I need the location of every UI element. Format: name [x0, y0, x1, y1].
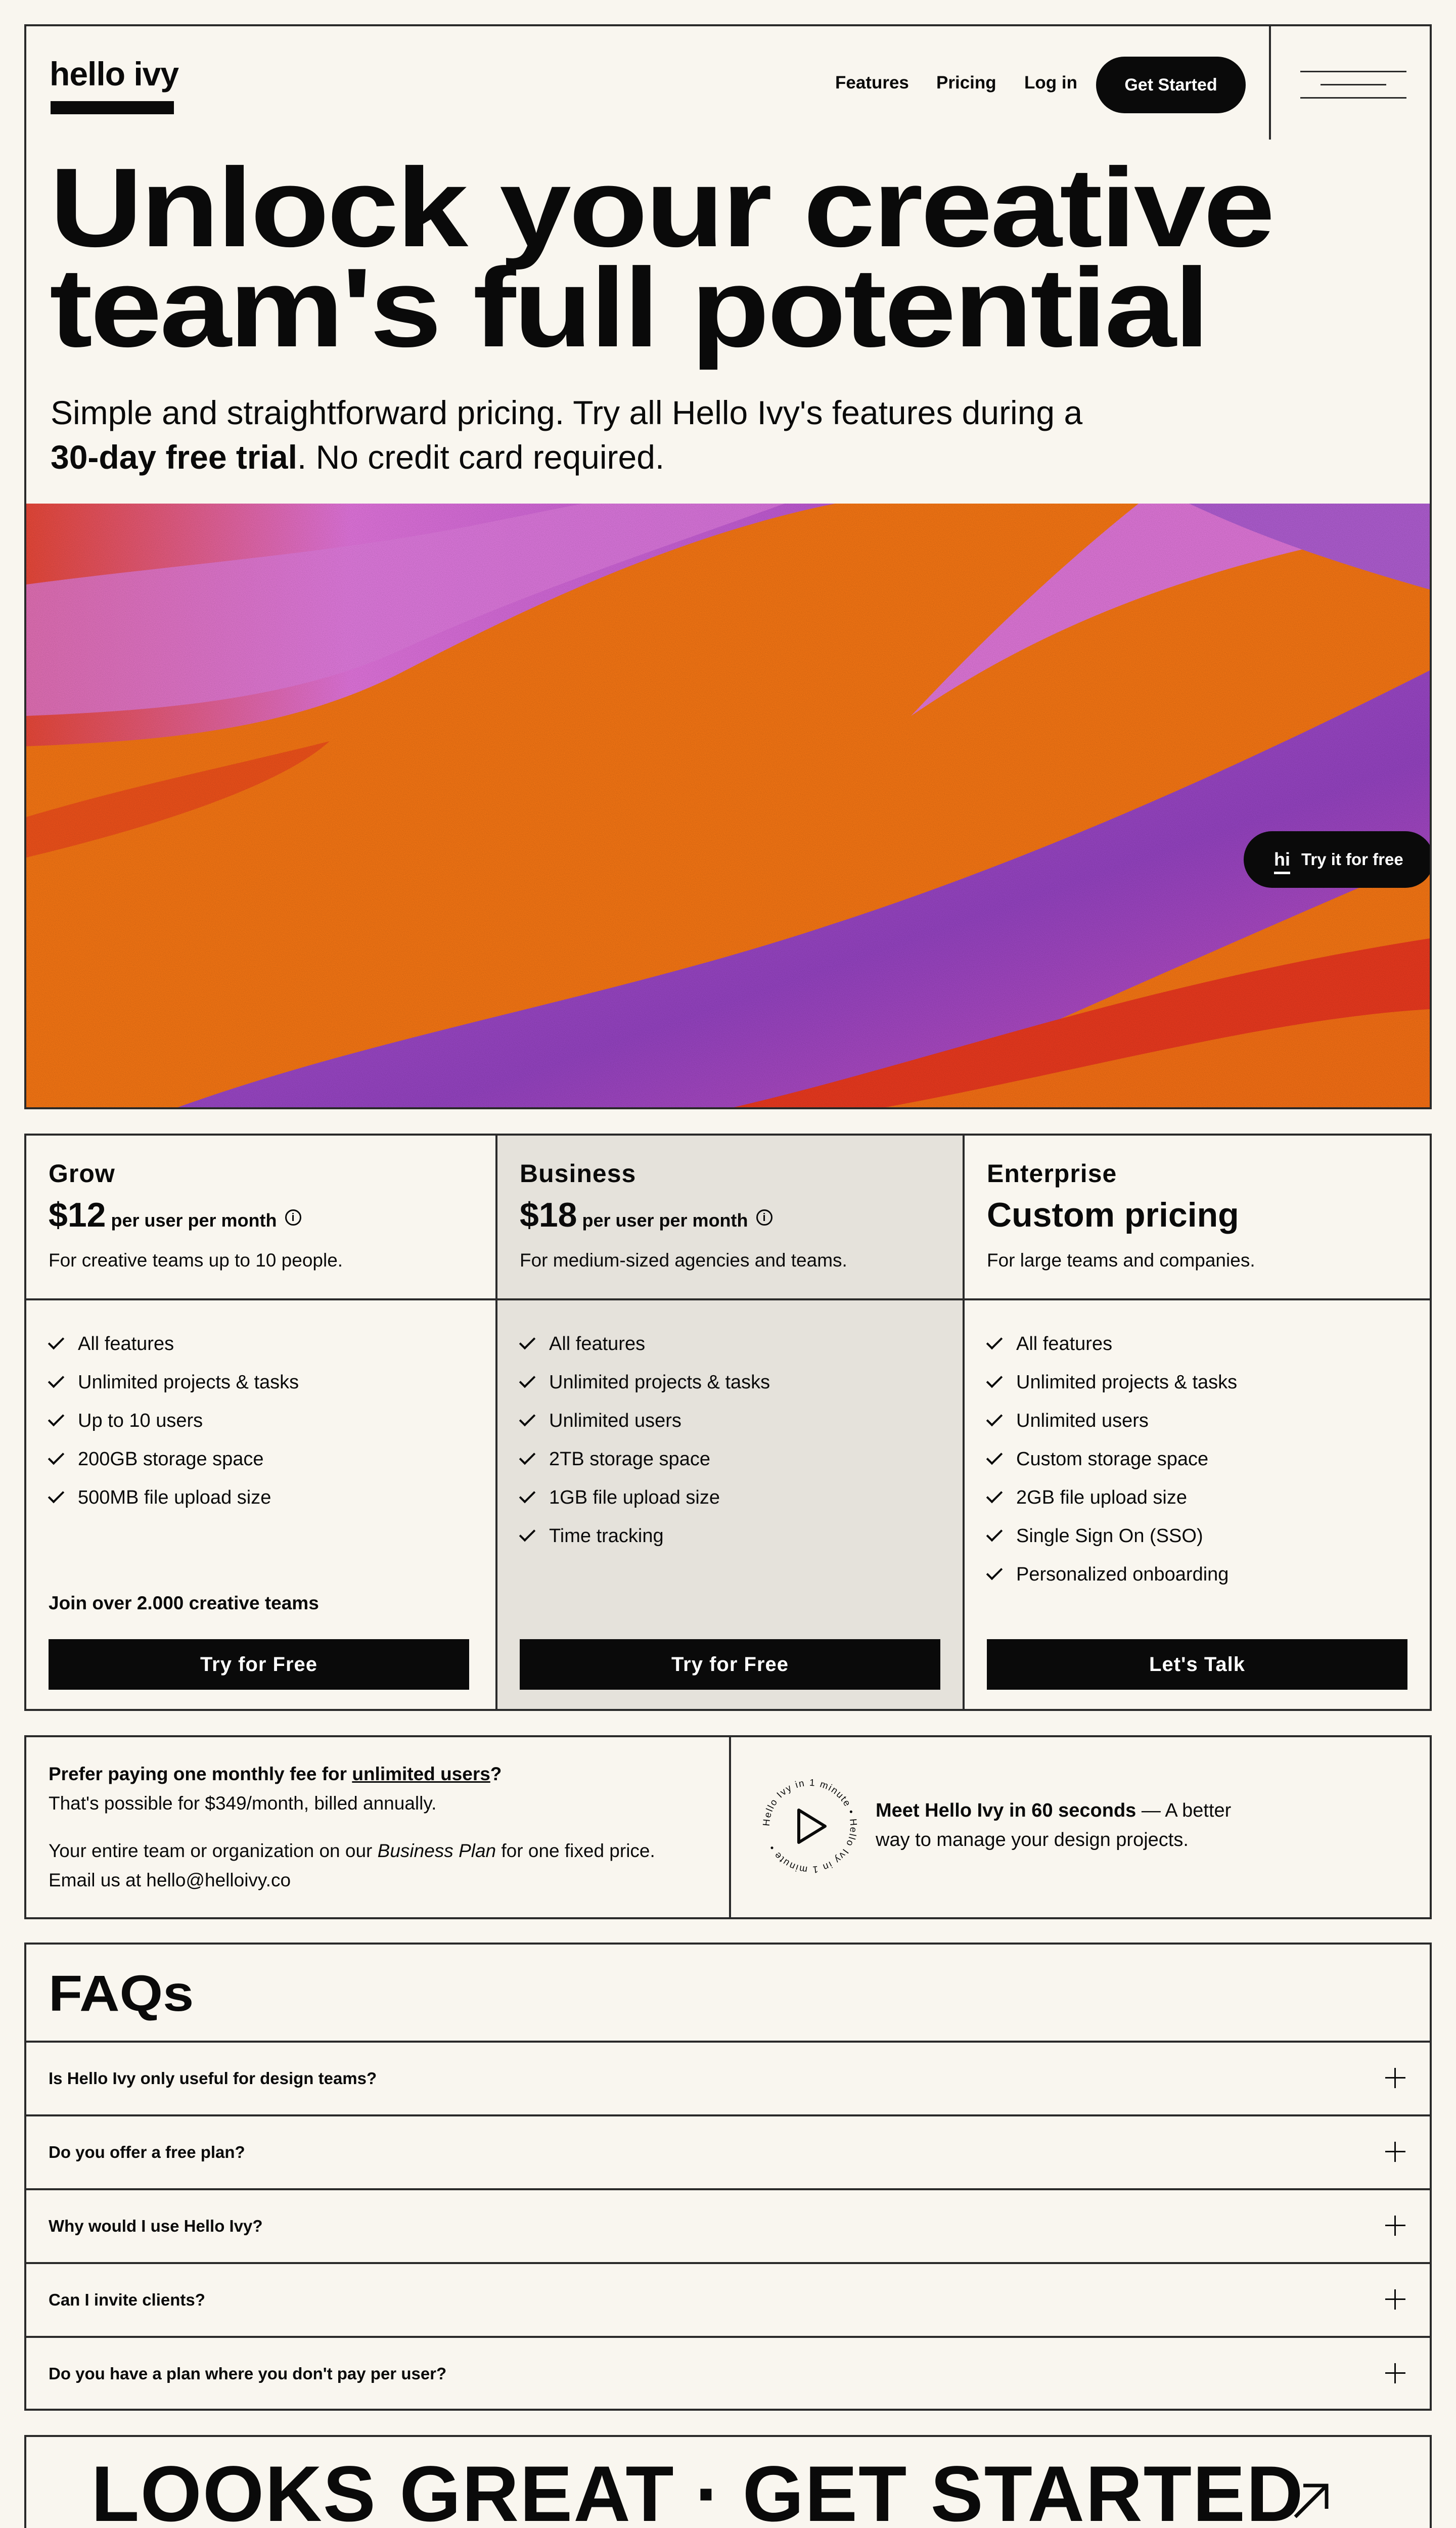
feature-list [49, 1325, 299, 1517]
offer-question-mark: ? [490, 1764, 502, 1784]
feature-text: 2TB storage space [549, 1448, 710, 1470]
faq-item[interactable] [26, 2262, 1430, 2336]
check-icon [48, 1449, 65, 1465]
hero-artwork [24, 504, 1432, 1109]
feature-text: 200GB storage space [78, 1448, 264, 1470]
faq-question: Why would I use Hello Ivy? [49, 2217, 263, 2235]
faq-item[interactable] [26, 2114, 1430, 2188]
feature-item [987, 1517, 1237, 1555]
feature-item [520, 1402, 770, 1440]
site-header [24, 24, 1432, 142]
plan-price [49, 1195, 301, 1235]
feature-list [987, 1325, 1237, 1594]
feature-text: Single Sign On (SSO) [1016, 1525, 1203, 1547]
feature-text: All features [78, 1333, 174, 1355]
plan-divider [497, 1298, 963, 1300]
feature-item [49, 1478, 299, 1517]
plus-icon[interactable] [1385, 2142, 1405, 2162]
check-icon [48, 1372, 65, 1388]
faq-question: Do you offer a free plan? [49, 2143, 245, 2161]
social-proof-note: Join over 2.000 creative teams [49, 1593, 319, 1613]
feature-text: 1GB file upload size [549, 1486, 720, 1508]
plan-card-business [495, 1136, 965, 1709]
plan-card-enterprise [965, 1136, 1430, 1709]
feature-item [987, 1440, 1237, 1478]
check-icon [986, 1372, 1003, 1388]
offer-description [49, 1836, 706, 1895]
feature-item [987, 1478, 1237, 1517]
faq-item[interactable] [26, 2041, 1430, 2114]
business-plan-label: Business Plan [377, 1840, 496, 1861]
info-divider [729, 1737, 731, 1917]
offer-price-line: That's possible for $349/month, billed annually. [49, 1793, 437, 1814]
check-icon [986, 1525, 1003, 1542]
price-value: $18 [520, 1196, 577, 1234]
nav-features[interactable]: Features [835, 73, 909, 93]
price-value: Custom pricing [987, 1196, 1239, 1234]
hero-section [24, 140, 1432, 506]
nav-login[interactable]: Log in [1024, 73, 1077, 93]
video-description [876, 1796, 1260, 1855]
feature-item [520, 1363, 770, 1402]
try-free-pill-button[interactable] [1244, 831, 1432, 888]
hero-title-line-1: Unlock your creative [50, 145, 1273, 270]
feature-list [520, 1325, 770, 1555]
plus-icon[interactable] [1385, 2289, 1405, 2310]
plan-description: For medium-sized agencies and teams. [520, 1250, 847, 1271]
pricing-section [24, 1134, 1432, 1711]
plan-description: For creative teams up to 10 people. [49, 1250, 343, 1271]
faq-title: FAQs [49, 1965, 194, 2022]
logo-underline [51, 101, 174, 114]
plan-description: For large teams and companies. [987, 1250, 1255, 1271]
feature-text: Unlimited projects & tasks [549, 1371, 770, 1393]
get-started-banner-link[interactable] [26, 2449, 1430, 2528]
feature-item [987, 1402, 1237, 1440]
check-icon [519, 1525, 536, 1542]
svg-text:Hello Ivy in 1 minute • Hello [761, 1778, 859, 1875]
feature-text: All features [549, 1333, 646, 1355]
badge-circular-text: Hello Ivy in 1 minute • Hello Ivy in 1 minute • [761, 1777, 859, 1875]
try-free-button-grow[interactable]: Try for Free [49, 1639, 469, 1690]
check-icon [986, 1564, 1003, 1581]
faq-question: Is Hello Ivy only useful for design teams? [49, 2069, 377, 2088]
plan-name: Enterprise [987, 1159, 1117, 1188]
cta-separator: · [695, 2450, 722, 2528]
price-period: per user per month [582, 1210, 748, 1231]
feature-text: Unlimited users [1016, 1410, 1149, 1431]
hero-sub-text: Simple and straightforward pricing. Try all Hello Ivy's features during a [51, 394, 1083, 431]
plan-divider [965, 1298, 1430, 1300]
lets-talk-button[interactable]: Let's Talk [987, 1639, 1407, 1690]
check-icon [48, 1333, 65, 1350]
unlimited-users-offer [49, 1759, 706, 1895]
plan-name: Business [520, 1159, 636, 1188]
cta-left-text: LOOKS GREAT [91, 2450, 675, 2528]
feature-text: Personalized onboarding [1016, 1563, 1229, 1585]
hero-sub-bold: 30-day free trial [51, 438, 297, 476]
faq-item[interactable] [26, 2188, 1430, 2262]
feature-item [49, 1325, 299, 1363]
cta-footer-section [24, 2435, 1432, 2528]
video-title: Meet Hello Ivy in 60 seconds [876, 1800, 1136, 1821]
check-icon [519, 1333, 536, 1350]
feature-text: Time tracking [549, 1525, 664, 1547]
header-divider [1269, 26, 1271, 140]
plan-name: Grow [49, 1159, 115, 1188]
hi-logo-icon: hi [1274, 849, 1290, 870]
plus-icon[interactable] [1385, 2068, 1405, 2088]
info-strip [24, 1735, 1432, 1919]
check-icon [48, 1410, 65, 1427]
arrow-up-right-icon[interactable] [1288, 2477, 1335, 2524]
feature-text: All features [1016, 1333, 1113, 1355]
offer-question-text: Prefer paying one monthly fee for [49, 1764, 352, 1784]
feature-text: 2GB file upload size [1016, 1486, 1187, 1508]
feature-item [49, 1440, 299, 1478]
menu-icon[interactable] [1300, 67, 1412, 107]
play-icon[interactable] [799, 1810, 825, 1842]
faq-question: Do you have a plan where you don't pay per user? [49, 2364, 447, 2383]
feature-text: 500MB file upload size [78, 1486, 271, 1508]
check-icon [519, 1372, 536, 1388]
get-started-button[interactable]: Get Started [1096, 57, 1246, 113]
check-icon [519, 1449, 536, 1465]
feature-text: Unlimited projects & tasks [1016, 1371, 1238, 1393]
check-icon [986, 1449, 1003, 1465]
play-video-badge[interactable] [754, 1771, 866, 1882]
abstract-paint-image [26, 504, 1430, 1107]
hero-subtitle [51, 390, 1112, 479]
offer-desc-tail: for one fixed price. Email us at hello@helloivy.co [49, 1840, 655, 1890]
feature-text: Custom storage space [1016, 1448, 1209, 1470]
plan-divider [26, 1298, 495, 1300]
feature-item [49, 1363, 299, 1402]
nav-pricing[interactable]: Pricing [936, 73, 996, 93]
hero-title [50, 145, 1273, 371]
info-icon[interactable]: i [756, 1209, 772, 1226]
feature-text: Unlimited users [549, 1410, 681, 1431]
plan-price [987, 1195, 1239, 1235]
feature-item [49, 1402, 299, 1440]
feature-text: Unlimited projects & tasks [78, 1371, 299, 1393]
plus-icon[interactable] [1385, 2216, 1405, 2236]
price-value: $12 [49, 1196, 106, 1234]
check-icon [519, 1410, 536, 1427]
cta-right-text: GET STARTED [742, 2450, 1304, 2528]
check-icon [986, 1487, 1003, 1504]
feature-text: Up to 10 users [78, 1410, 203, 1431]
check-icon [986, 1333, 1003, 1350]
plan-card-grow [26, 1136, 495, 1709]
feature-item [520, 1440, 770, 1478]
try-free-button-business[interactable]: Try for Free [520, 1639, 940, 1690]
unlimited-users-link[interactable]: unlimited users [352, 1764, 490, 1784]
check-icon [986, 1410, 1003, 1427]
plus-icon[interactable] [1385, 2363, 1405, 2383]
faq-item[interactable] [26, 2336, 1430, 2410]
feature-item [987, 1363, 1237, 1402]
logo[interactable]: hello ivy [50, 55, 179, 93]
offer-desc-text: Your entire team or organization on our [49, 1840, 378, 1861]
feature-item [987, 1555, 1237, 1594]
feature-item [520, 1478, 770, 1517]
check-icon [519, 1487, 536, 1504]
faq-section [24, 1943, 1432, 2411]
video-tagline: — A better way to manage your design projects. [876, 1800, 1232, 1850]
hero-sub-tail: . No credit card required. [297, 438, 665, 476]
try-free-label: Try it for free [1301, 850, 1403, 869]
feature-item [987, 1325, 1237, 1363]
offer-question [49, 1759, 706, 1789]
faq-question: Can I invite clients? [49, 2290, 205, 2309]
hero-title-line-2: team's full potential [50, 245, 1208, 371]
feature-item [520, 1325, 770, 1363]
price-period: per user per month [111, 1210, 277, 1231]
check-icon [48, 1487, 65, 1504]
plan-price [520, 1195, 772, 1235]
feature-item [520, 1517, 770, 1555]
info-icon[interactable]: i [285, 1209, 301, 1226]
